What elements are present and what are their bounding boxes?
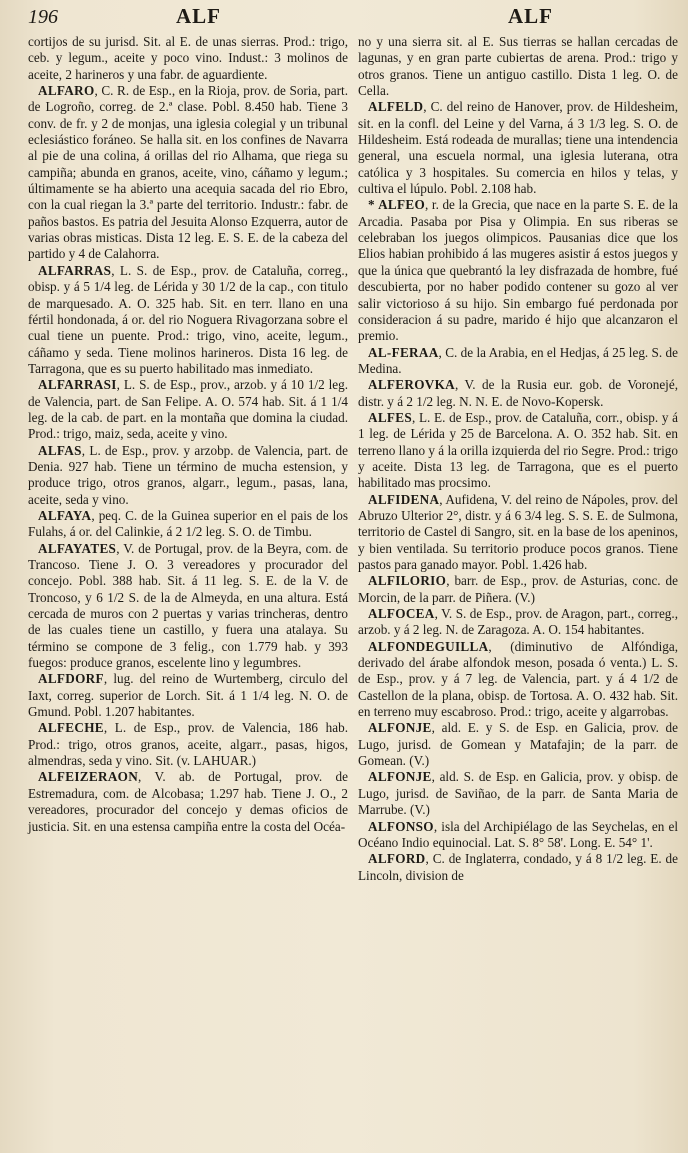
dictionary-entry <box>28 720 348 769</box>
entry-headword: ALFARO <box>38 83 95 99</box>
running-head-right: ALF <box>508 4 553 28</box>
entry-continuation <box>358 34 678 99</box>
entry-headword: ALFEIZERAON <box>38 769 139 785</box>
entry-text: , V. de la Rusia eur. gob. de Voronejé, distr. y á 2 1/2 leg. N. N. E. de Novo-Kopersk. <box>358 377 678 409</box>
entry-text: , Aufidena, V. del reino de Nápoles, prov. del Abruzo Ulterior 2°, distr. y á 6 3/4 leg. S. S. E. de Sulmona, territorio de Castel di Sangro, sit. en la base de los apeninos, y bien ventilada. Su territorio produce pocos granos. Tiene pastos para ganado mayor. Pobl. 1.426 hab. <box>358 491 678 572</box>
entry-headword: ALFORD <box>368 851 426 867</box>
dictionary-entry <box>358 197 678 344</box>
page-number: 196 <box>28 6 58 28</box>
dictionary-entry <box>28 377 348 442</box>
dictionary-entry <box>28 443 348 508</box>
entry-headword: ALFONSO <box>368 818 434 834</box>
entry-text: , peq. C. de la Guinea superior en el pais de los Fulahs, á or. del Calinkie, á 2 1/2 leg. S. O. de Timbu. <box>28 507 348 540</box>
entry-text: , L. S. de Esp., prov., arzob. y á 10 1/2 leg. de Valencia, part. de San Felipe. A. O. 574 hab. Sit. á 1 1/4 leg. de la cab. de part. en la montaña que domina la ciudad. Prod.: trigo, maiz, seda, aceite y vino. <box>28 377 348 442</box>
entry-text: , C. de la Arabia, en el Hedjas, á 25 leg. S. de Medina. <box>358 344 678 376</box>
dictionary-entry <box>358 819 678 852</box>
entry-headword: ALFONDEGUILLA <box>368 638 489 654</box>
dictionary-entry <box>358 720 678 769</box>
entry-text: , barr. de Esp., prov. de Asturias, conc. de Morcin, de la parr. de Piñera. (V.) <box>358 573 678 605</box>
entry-headword: * ALFEO <box>368 197 425 213</box>
entry-headword: ALFONJE <box>368 769 432 785</box>
entry-text: , lug. del reino de Wurtemberg, circulo del Iaxt, correg. superior de Lorch. Sit. á 1 1/4 leg. N. O. de Gmund. Pobl. 1.207 habitantes. <box>28 671 348 720</box>
entry-text: , L. de Esp., prov. y arzobp. de Valencia, part. de Denia. 927 hab. Tiene un término de mucha estension, y produce trigo, otros granos, algarr., legum., pasas, lana, aceite, seda y vino. <box>28 442 348 507</box>
entry-text: , isla del Archipiélago de las Seychelas, en el Océano Indio equinocial. Lat. S. 8° 58'. Long. E. 54° 1'. <box>358 818 678 850</box>
entry-continuation <box>28 34 348 83</box>
entry-headword: ALFONJE <box>368 720 432 736</box>
dictionary-entry <box>358 345 678 378</box>
entry-text: , (diminutivo de Alfóndiga, derivado del árabe alfondok meson, posada ó venta.) L. S. de Esp., prov. y á 7 leg. de Valencia, part. y á 4 1/2 de Castellon de la plana, obisp. de Tortosa. A. O. 432 hab. Sit. en terreno muy escabroso. Prod.: trigo, aceite y algarrobas. <box>358 638 678 720</box>
entry-text: , L. S. de Esp., prov. de Cataluña, correg., obisp. y á 5 1/4 leg. de Lérida y 30 1/2 de la cap., con titulo de marquesado. A. O. 325 hab. Sit. en terr. llano en una fértil hondonada, á or. del rio Noguera Rivagorzana sobre el cual tiene un puente. Prod.: trigo, vino, aceite, legum., cáñamo y seda. Tiene molinos harineros. Dista 16 leg. de Tarragona, que es su puerto habilitado mas inmediato. <box>28 262 348 376</box>
entry-text: , V. de Portugal, prov. de la Beyra, com. de Trancoso. Tiene J. O. 3 vereadores y procurador del concejo. Pobl. 388 hab. Sit. á 11 leg. S. E. de la V. de Troncoso, y 6 1/2 S. de la de Almeyda, en una altura. Está cercada de muros con 2 puertas y varias trincheras, dentro de las cuales tiene un castillo, y fuera una atalaya. Su término se compone de 3 felig., con 1.779 hab. y 393 fuegos: produce granos, escelente lino y legumbres. <box>28 540 348 671</box>
dictionary-entry <box>358 377 678 410</box>
entry-headword: ALFAS <box>38 442 82 458</box>
running-head-left: ALF <box>176 4 221 28</box>
entry-text: , V. ab. de Portugal, prov. de Estremadura, com. de Alcobasa; 1.297 hab. Tiene J. O., 2 vereadores, procurador del concejo y demas oficios de justicia. Sit. en una estensa campiña entre la costa del Océa- <box>28 769 348 834</box>
dictionary-entry <box>358 99 678 197</box>
page-header <box>28 4 678 34</box>
entry-headword: ALFAYA <box>38 507 92 523</box>
entry-text: , V. S. de Esp., prov. de Aragon, part., correg., arzob. y á 2 leg. N. de Zaragoza. A. O. 154 habitantes. <box>358 606 678 638</box>
entry-text: , ald. E. y S. de Esp. en Galicia, prov. de Lugo, jurisd. de Gomean y Matafajin; de la parr. de Gomean. (V.) <box>358 720 678 769</box>
text-columns <box>28 34 678 884</box>
entry-headword: ALFAYATES <box>38 540 117 556</box>
dictionary-entry <box>28 263 348 377</box>
left-column <box>28 34 348 884</box>
entry-text: , r. de la Grecia, que nace en la parte S. E. de la Arcadia. Pasaba por Pisa y Olimpia. En sus riberas se celebraban los juegos olimpicos. Pausanias dice que los Elios habian prohibido á las mugeres asistir á estos juegos y que la única que quebrantó la ley disfrazada de hombre, fué descubierta, por no haber podido contener su gozo al ver salir victorioso á su hijo. Sin embargo fué perdonada por consideracion á su padre, marido é hijo que alcanzaron el premio. <box>358 197 678 344</box>
entry-text: , L. de Esp., prov. de Valencia, 186 hab. Prod.: trigo, otros granos, aceite, algarr., pasas, higos, almendras, seda y vino. Sit. (v. LAHUAR.) <box>28 720 348 769</box>
dictionary-entry <box>358 769 678 818</box>
entry-headword: ALFILORIO <box>368 573 447 589</box>
dictionary-entry <box>358 639 678 721</box>
dictionary-entry <box>358 606 678 639</box>
entry-headword: ALFEROVKA <box>368 377 455 393</box>
dictionary-entry <box>358 573 678 606</box>
entry-text: , C. R. de Esp., en la Rioja, prov. de Soria, part. de Logroño, correg. de 2.ª clase. Pobl. 8.450 hab. Tiene 3 conv. de fr. y 2 de monjas, una iglesia colegial y un tribunal eclesiástico foráneo. Se halla sit. en los confines de Navarra al pie de una colina, á orillas del rio Alhama, que riega su campiña; abunda en granos, aceite, vino, cáñamo y legum.; últimamente se ha abierto una acequia sacada del rio Ebro, con la cual riegan la 3.ª parte del territorio. Industr.: fabr. de paños bastos. Es patria del Jesuita Alonso Ezquerra, autor de varias obras misticas. Dista 12 leg. E. S. E. de la cabeza del partido y 4 de Calahorra. <box>28 83 348 262</box>
entry-text: , ald. S. de Esp. en Galicia, prov. y obisp. de Lugo, jurisd. de Saviñao, de la parr. de Santa Maria de Marrube. (V.) <box>358 769 678 818</box>
dictionary-entry <box>28 83 348 263</box>
entry-headword: ALFIDENA <box>368 491 440 507</box>
entry-headword: ALFES <box>368 409 413 425</box>
entry-text: , L. E. de Esp., prov. de Cataluña, corr., obisp. y á 1 leg. de Lérida y 25 de Barcelona. A. O. 352 hab. Sit. en terreno llano y á la orilla izquierda del rio Segre. Prod.: trigo y aceite. Dista 13 leg. de Tarragona, que es el puerto habilitado mas procsimo. <box>358 409 678 491</box>
dictionary-entry <box>358 410 678 492</box>
entry-text: , C. del reino de Hanover, prov. de Hildesheim, sit. en la confl. del Leine y del Varna, á 3 1/3 leg. S. O. de Hildesheim. Está rodeada de murallas; tiene una intendencia general, una escuela normal, una iglesia luterana, otra católica y 3 hospitales. Su comercia en hilos y telas, y cultiva el lúpulo. Pobl. 2.108 hab. <box>358 99 678 197</box>
dictionary-entry <box>28 671 348 720</box>
entry-headword: ALFOCEA <box>368 606 435 622</box>
entry-headword: AL-FERAA <box>368 344 439 360</box>
entry-text: cortijos de su jurisd. Sit. al E. de unas sierras. Prod.: trigo, ceb. y legum., aceite y poco vino. Indust.: 3 molinos de aceite, 2 harineros y una fabr. de aguardiente. <box>28 34 348 82</box>
dictionary-entry <box>358 492 678 574</box>
right-column <box>358 34 678 884</box>
entry-headword: ALFARRASI <box>38 377 117 393</box>
dictionary-entry <box>28 541 348 672</box>
entry-headword: ALFELD <box>368 99 424 115</box>
entry-headword: ALFARRAS <box>38 262 112 278</box>
entry-headword: ALFDORF <box>38 671 104 687</box>
dictionary-entry <box>28 508 348 541</box>
entry-text: no y una sierra sit. al E. Sus tierras se hallan cercadas de lagunas, y en gran parte cubiertas de arena. Prod.: trigo y otros granos. Tiene un antiguo castillo. Dista 1 leg. O. de Cella. <box>358 34 678 99</box>
dictionary-entry <box>358 851 678 884</box>
entry-text: , C. de Inglaterra, condado, y á 8 1/2 leg. E. de Lincoln, division de <box>358 851 678 883</box>
entry-headword: ALFECHE <box>38 720 104 736</box>
dictionary-entry <box>28 769 348 834</box>
